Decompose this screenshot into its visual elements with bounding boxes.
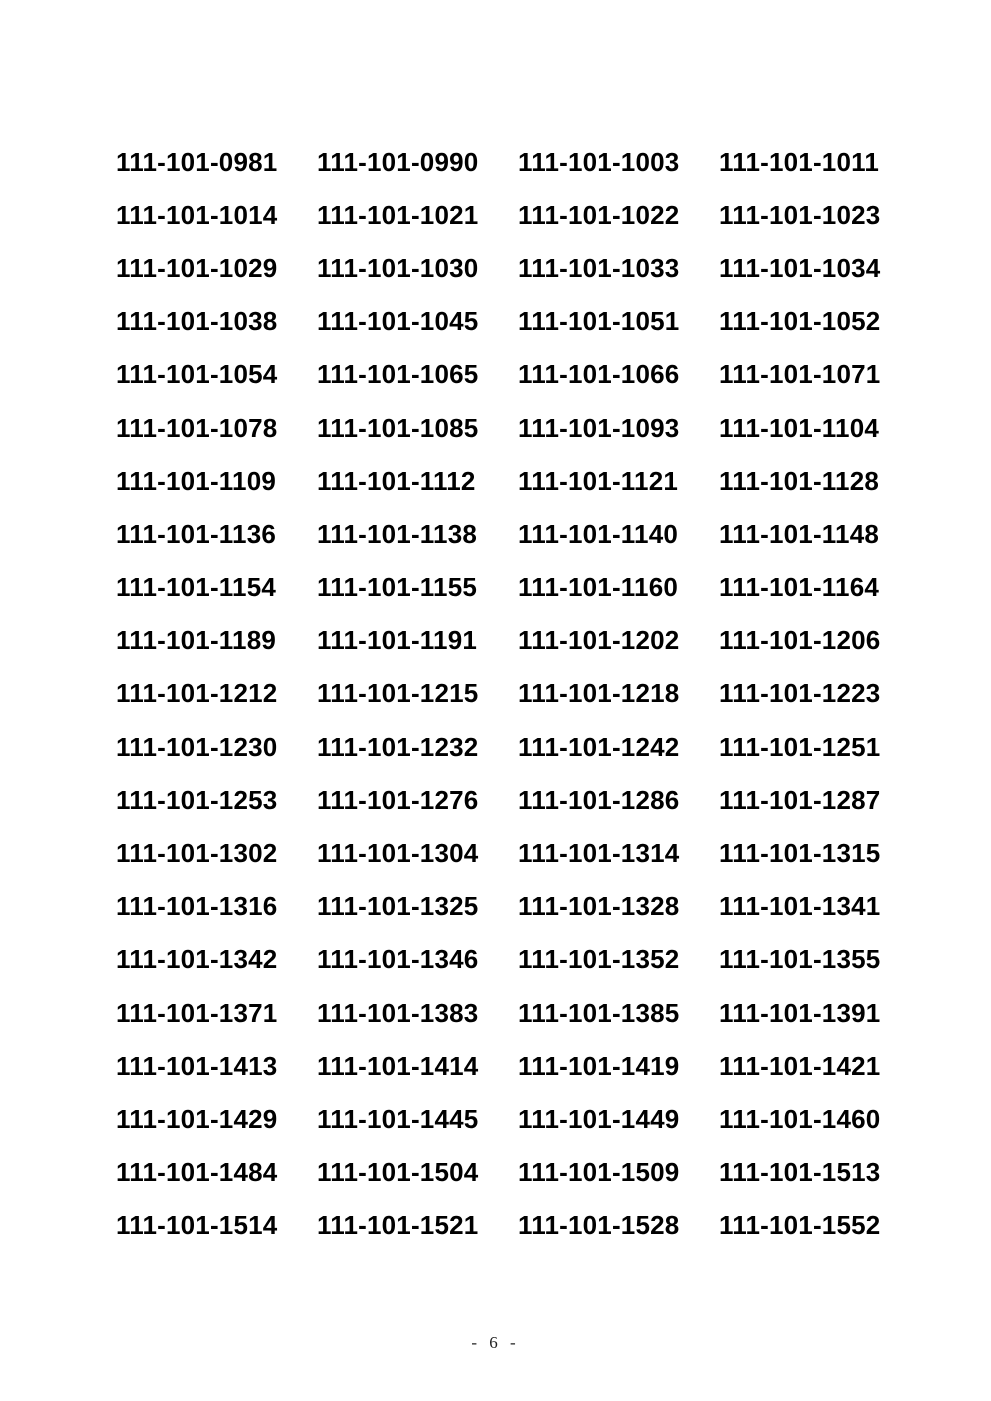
list-item: 111-101-1128 [719,465,880,496]
list-item: 111-101-1093 [518,412,680,443]
list-item: 111-101-1078 [116,412,278,443]
list-item: 111-101-1513 [719,1157,881,1188]
list-item: 111-101-1316 [116,891,278,922]
list-item: 111-101-1385 [518,997,680,1028]
list-item: 111-101-1445 [317,1103,479,1134]
list-item: 111-101-1065 [317,359,479,390]
list-item: 111-101-1414 [317,1050,479,1081]
list-item: 111-101-1286 [518,784,680,815]
list-item: 111-101-1419 [518,1050,680,1081]
list-item: 111-101-0981 [116,146,278,177]
list-item: 111-101-1121 [518,465,679,496]
list-item: 111-101-1352 [518,944,680,975]
list-item: 111-101-1314 [518,838,680,869]
list-item: 111-101-1215 [317,678,479,709]
list-item: 111-101-1504 [317,1157,479,1188]
list-item: 111-101-0990 [317,146,479,177]
list-item: 111-101-1302 [116,838,278,869]
list-item: 111-101-1484 [116,1157,278,1188]
list-item: 111-101-1232 [317,731,479,762]
list-item: 111-101-1342 [116,944,278,975]
list-item: 111-101-1218 [518,678,680,709]
list-item: 111-101-1315 [719,838,881,869]
list-item: 111-101-1421 [719,1050,881,1081]
list-item: 111-101-1202 [518,625,680,656]
list-item: 111-101-1429 [116,1103,278,1134]
list-item: 111-101-1155 [317,572,478,603]
list-item: 111-101-1253 [116,784,278,815]
list-item: 111-101-1552 [719,1210,881,1241]
list-item: 111-101-1023 [719,199,881,230]
list-item: 111-101-1066 [518,359,680,390]
list-item: 111-101-1051 [518,306,680,337]
list-item: 111-101-1052 [719,306,881,337]
list-item: 111-101-1011 [719,146,880,177]
list-item: 111-101-1136 [116,518,277,549]
list-item: 111-101-1223 [719,678,881,709]
list-item: 111-101-1160 [518,572,679,603]
list-item: 111-101-1021 [317,199,479,230]
list-item: 111-101-1112 [317,465,476,496]
list-item: 111-101-1521 [317,1210,479,1241]
list-item: 111-101-1383 [317,997,479,1028]
list-item: 111-101-1085 [317,412,479,443]
list-item: 111-101-1528 [518,1210,680,1241]
list-item: 111-101-1030 [317,252,479,283]
list-item: 111-101-1138 [317,518,478,549]
list-item: 111-101-1003 [518,146,680,177]
list-item: 111-101-1022 [518,199,680,230]
list-item: 111-101-1251 [719,731,881,762]
list-item: 111-101-1328 [518,891,680,922]
page-number: - 6 - [471,1333,520,1352]
list-item: 111-101-1109 [116,465,277,496]
list-item: 111-101-1325 [317,891,479,922]
list-item: 111-101-1509 [518,1157,680,1188]
list-item: 111-101-1346 [317,944,479,975]
list-item: 111-101-1460 [719,1103,881,1134]
list-item: 111-101-1514 [116,1210,278,1241]
list-item: 111-101-1164 [719,572,880,603]
list-item: 111-101-1014 [116,199,278,230]
list-item: 111-101-1148 [719,518,880,549]
list-item: 111-101-1071 [719,359,881,390]
list-item: 111-101-1287 [719,784,881,815]
list-item: 111-101-1449 [518,1103,680,1134]
list-item: 111-101-1038 [116,306,278,337]
list-item: 111-101-1045 [317,306,479,337]
list-item: 111-101-1413 [116,1050,278,1081]
list-item: 111-101-1191 [317,625,478,656]
list-item: 111-101-1212 [116,678,278,709]
list-item: 111-101-1242 [518,731,680,762]
list-item: 111-101-1371 [116,997,278,1028]
list-item: 111-101-1140 [518,518,679,549]
number-list [116,135,896,1252]
list-item: 111-101-1276 [317,784,479,815]
list-item: 111-101-1206 [719,625,881,656]
list-item: 111-101-1104 [719,412,880,443]
list-item: 111-101-1054 [116,359,278,390]
list-item: 111-101-1230 [116,731,278,762]
list-item: 111-101-1033 [518,252,680,283]
list-item: 111-101-1355 [719,944,881,975]
list-item: 111-101-1029 [116,252,278,283]
list-item: 111-101-1304 [317,838,479,869]
list-item: 111-101-1154 [116,572,277,603]
list-item: 111-101-1034 [719,252,881,283]
list-item: 111-101-1391 [719,997,881,1028]
list-item: 111-101-1189 [116,625,277,656]
list-item: 111-101-1341 [719,891,881,922]
